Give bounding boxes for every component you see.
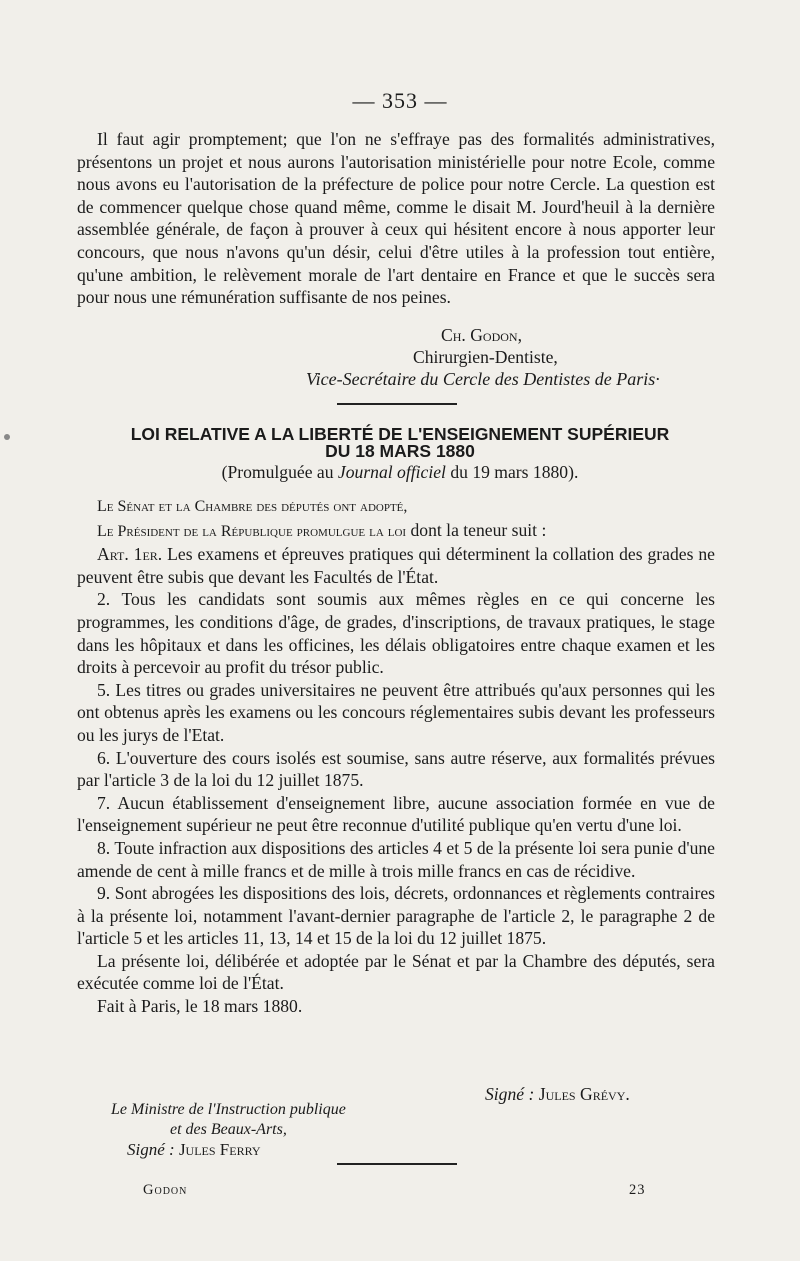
minister-line1: Le Ministre de l'Instruction publique: [111, 1101, 346, 1118]
separator-rule: [337, 403, 457, 405]
president-suffix: dont la teneur suit :: [406, 519, 547, 540]
president-prefix: Le Président de la République promulgue la loi: [97, 522, 407, 540]
article-5: 5. Les titres ou grades universitaires ne peuvent être attribués qu'aux personnes qui les ont obtenus après les examens ou les concours réglementaires subis devant les professeurs ou les jurys de l'Etat.: [77, 679, 715, 745]
minister-signe-label: Signé :: [127, 1140, 179, 1159]
article-1-text: Les examens et épreuves pratiques qui déterminent la collation des grades ne peuvent être subis que devant les Facultés de l'État.: [77, 544, 715, 587]
promulgation-suffix: du 19 mars 1880).: [445, 462, 579, 482]
footer-signature-mark: Godon: [143, 1182, 188, 1198]
done-at-line: Fait à Paris, le 18 mars 1880.: [97, 996, 303, 1017]
law-title-line1: LOI RELATIVE A LA LIBERTÉ DE L'ENSEIGNEMENT SUPÉRIEUR: [130, 424, 670, 444]
promulgation-line: [0, 462, 800, 483]
promulgation-journal: Journal officiel: [337, 462, 446, 482]
president-signature: [485, 1084, 630, 1105]
intro-paragraph-block: [77, 128, 715, 309]
minister-line2: et des Beaux-Arts,: [170, 1121, 287, 1138]
minister-signature: [127, 1140, 261, 1160]
president-name: Jules Grévy.: [538, 1084, 630, 1104]
article-6: 6. L'ouverture des cours isolés est soumise, sans autre réserve, aux formalités prévues par l'article 3 de la loi du 12 juillet 1875.: [77, 747, 715, 791]
law-title-line2: DU 18 MARS 1880: [325, 441, 475, 461]
minister-name: Jules Ferry: [178, 1140, 261, 1159]
article-8: 8. Toute infraction aux dispositions des articles 4 et 5 de la présente loi sera punie d'une amende de cent à mille francs et de mille à trois mille francs en cas de récidive.: [77, 837, 715, 881]
signature-role: Vice-Secrétaire du Cercle des Dentistes de Paris·: [306, 369, 660, 389]
article-1: [77, 543, 715, 588]
signe-label: Signé :: [485, 1084, 539, 1104]
footer-sheet-number: 23: [629, 1182, 646, 1198]
adopted-line: Le Sénat et la Chambre des députés ont adopté,: [97, 498, 408, 515]
intro-paragraph: Il faut agir promptement; que l'on ne s'effraye pas des formalités administratives, présentons un projet et nous aurons l'autorisation ministérielle pour notre Ecole, comme nous avons eu l'autorisation de la préfecture de police pour notre Cercle. La question est de commencer quelque chose quand même, comme le disait M. Jourd'heuil à la dernière assemblée générale, de façon à prouver à ceux qui hésitent encore à nous apporter leur concours, que nous n'avons qu'un désir, celui d'être utiles à la profession tout entière, qu'une ambition, le relèvement morale de l'art dentaire en France et que le succès sera pour nous une rémunération suffisante de nos peines.: [77, 129, 715, 308]
promulgation-prefix: (Promulguée au: [221, 462, 338, 482]
closing-paragraph: La présente loi, délibérée et adoptée par le Sénat et par la Chambre des députés, sera exécutée comme loi de l'État.: [77, 950, 715, 994]
article-1-label: Art. 1er.: [97, 544, 163, 565]
article-2: 2. Tous les candidats sont soumis aux mêmes règles en ce qui concerne les programmes, les conditions d'âge, de grades, d'inscriptions, de travaux pratiques, le stage dans les hôpitaux et dans les officines, les délais obligatoires entre chaque examen et les droits à percevoir au profit du trésor public.: [77, 589, 715, 678]
law-body: [77, 496, 715, 1018]
article-9: 9. Sont abrogées les dispositions des lois, décrets, ordonnances et règlements contraires à la présente loi, notamment l'avant-dernier paragraphe de l'article 2, le paragraphe 2 de l'article 5 et les articles 11, 13, 14 et 15 de la loi du 12 juillet 1875.: [77, 883, 715, 949]
bottom-rule: [337, 1163, 457, 1165]
article-7: 7. Aucun établissement d'enseignement libre, aucune association formée en vue de l'enseignement supérieur ne peut être reconnue d'utilité publique qu'en vertu d'une loi.: [77, 792, 715, 836]
signature-profession: Chirurgien-Dentiste,: [413, 347, 558, 367]
page-number: — 353 —: [352, 88, 448, 113]
president-line: [77, 519, 715, 544]
signature-name: Ch. Godon,: [441, 325, 522, 345]
